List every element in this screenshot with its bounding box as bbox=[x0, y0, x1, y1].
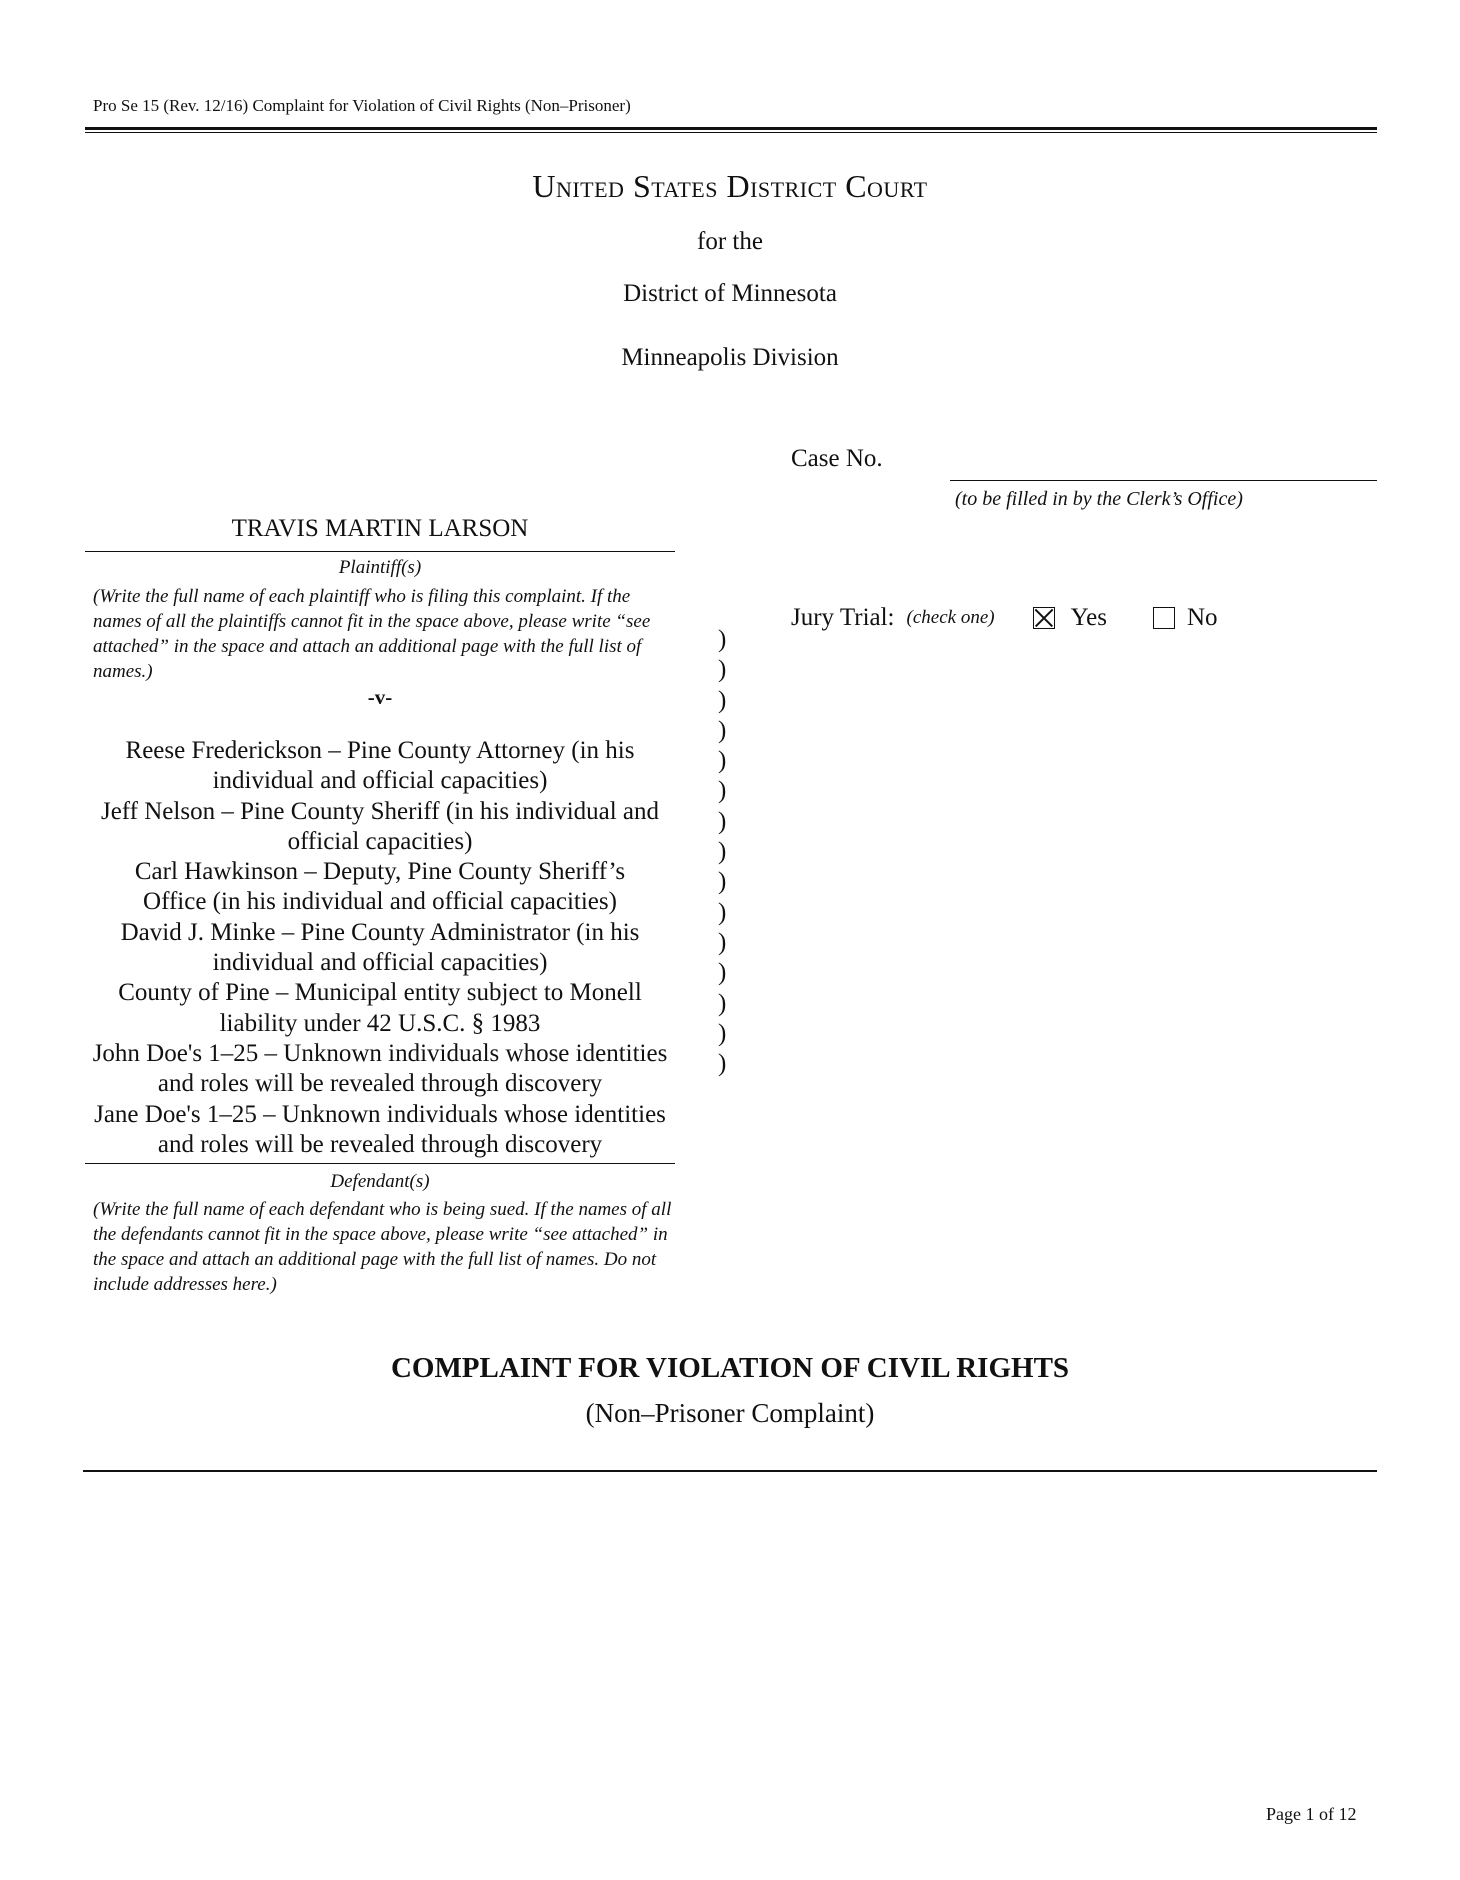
plaintiff-line bbox=[85, 551, 675, 552]
caption-bracket: ) bbox=[718, 626, 727, 653]
case-number-label: Case No. bbox=[791, 445, 883, 472]
defendant-entry: Jane Doe's 1–25 – Unknown individuals whose identities and roles will be revealed through discovery bbox=[94, 1100, 666, 1158]
caption-bracket: ) bbox=[718, 656, 727, 684]
defendant-entry: David J. Minke – Pine County Administrator (in his individual and official capacities) bbox=[120, 918, 640, 977]
for-the-line: for the bbox=[697, 228, 763, 255]
defendant-entry: County of Pine – Municipal entity subject to Monell liability under 42 U.S.C. § 1983 bbox=[118, 979, 642, 1037]
jury-trial-note: (check one) bbox=[906, 607, 995, 628]
jury-trial-row bbox=[791, 602, 1218, 634]
jury-no-checkbox[interactable] bbox=[1153, 607, 1175, 629]
defendant-instructions: (Write the full name of each defendant who is being sued. If the names of all the defendants cannot fit in the space above, please write “see attached” in the space and attach an additional page with the full list of names. Do not include addresses here.) bbox=[93, 1199, 672, 1295]
court-title: United States District Court bbox=[532, 168, 928, 204]
defendant-entry: Jeff Nelson – Pine County Sheriff (in his individual and official capacities) bbox=[100, 797, 660, 855]
defendants-list bbox=[85, 736, 675, 1160]
caption-bracket: ) bbox=[718, 1019, 727, 1047]
versus-marker: -v- bbox=[367, 685, 393, 709]
caption-bracket: ) bbox=[718, 989, 727, 1017]
plaintiff-name: TRAVIS MARTIN LARSON bbox=[231, 515, 529, 542]
jury-yes-label: Yes bbox=[1070, 604, 1107, 631]
complaint-title: COMPLAINT FOR VIOLATION OF CIVIL RIGHTS bbox=[390, 1352, 1070, 1384]
caption-bracket: ) bbox=[718, 686, 727, 714]
defendant-entry: Reese Frederickson – Pine County Attorney (in his individual and official capacities) bbox=[125, 737, 635, 795]
case-number-note: (to be filled in by the Clerk’s Office) bbox=[955, 488, 1243, 510]
caption-bracket: ) bbox=[718, 807, 727, 835]
page-number: Page 1 of 12 bbox=[1266, 1804, 1357, 1824]
defendant-entry: Carl Hawkinson – Deputy, Pine County Sheriff’s Office (in his individual and official capacities) bbox=[134, 858, 626, 916]
defendant-label: Defendant(s) bbox=[330, 1171, 430, 1192]
form-header: Pro Se 15 (Rev. 12/16) Complaint for Violation of Civil Rights (Non–Prisoner) bbox=[93, 96, 631, 115]
caption-bracket: ) bbox=[718, 868, 727, 896]
plaintiff-instructions: (Write the full name of each plaintiff who is filing this complaint. If the names of all the plaintiffs cannot fit in the space above, please write “see attached” in the space and attach an additional page with the full list of names.) bbox=[93, 586, 651, 682]
defendant-line bbox=[85, 1163, 675, 1164]
caption-bracket: ) bbox=[718, 898, 727, 926]
case-number-field[interactable] bbox=[950, 480, 1377, 481]
plaintiff-label: Plaintiff(s) bbox=[338, 557, 422, 578]
caption-bracket: ) bbox=[718, 838, 727, 866]
jury-no-label: No bbox=[1186, 604, 1218, 631]
caption-bracket: ) bbox=[718, 777, 727, 805]
complaint-subtitle: (Non–Prisoner Complaint) bbox=[585, 1398, 875, 1428]
caption-bracket: ) bbox=[718, 928, 727, 956]
caption-bracket: ) bbox=[718, 747, 727, 775]
defendant-entry: John Doe's 1–25 – Unknown individuals whose identities and roles will be revealed through discovery bbox=[92, 1039, 668, 1098]
header-rule bbox=[85, 127, 1377, 133]
jury-yes-checkbox[interactable] bbox=[1033, 607, 1055, 629]
jury-trial-label: Jury Trial: bbox=[791, 604, 895, 631]
section-rule bbox=[83, 1470, 1377, 1472]
caption-bracket: ) bbox=[718, 959, 727, 987]
district-name: District of Minnesota bbox=[623, 280, 837, 307]
caption-bracket: ) bbox=[718, 1050, 727, 1078]
caption-bracket: ) bbox=[718, 716, 727, 744]
caption-brackets bbox=[718, 625, 726, 1079]
division-name: Minneapolis Division bbox=[621, 344, 839, 371]
